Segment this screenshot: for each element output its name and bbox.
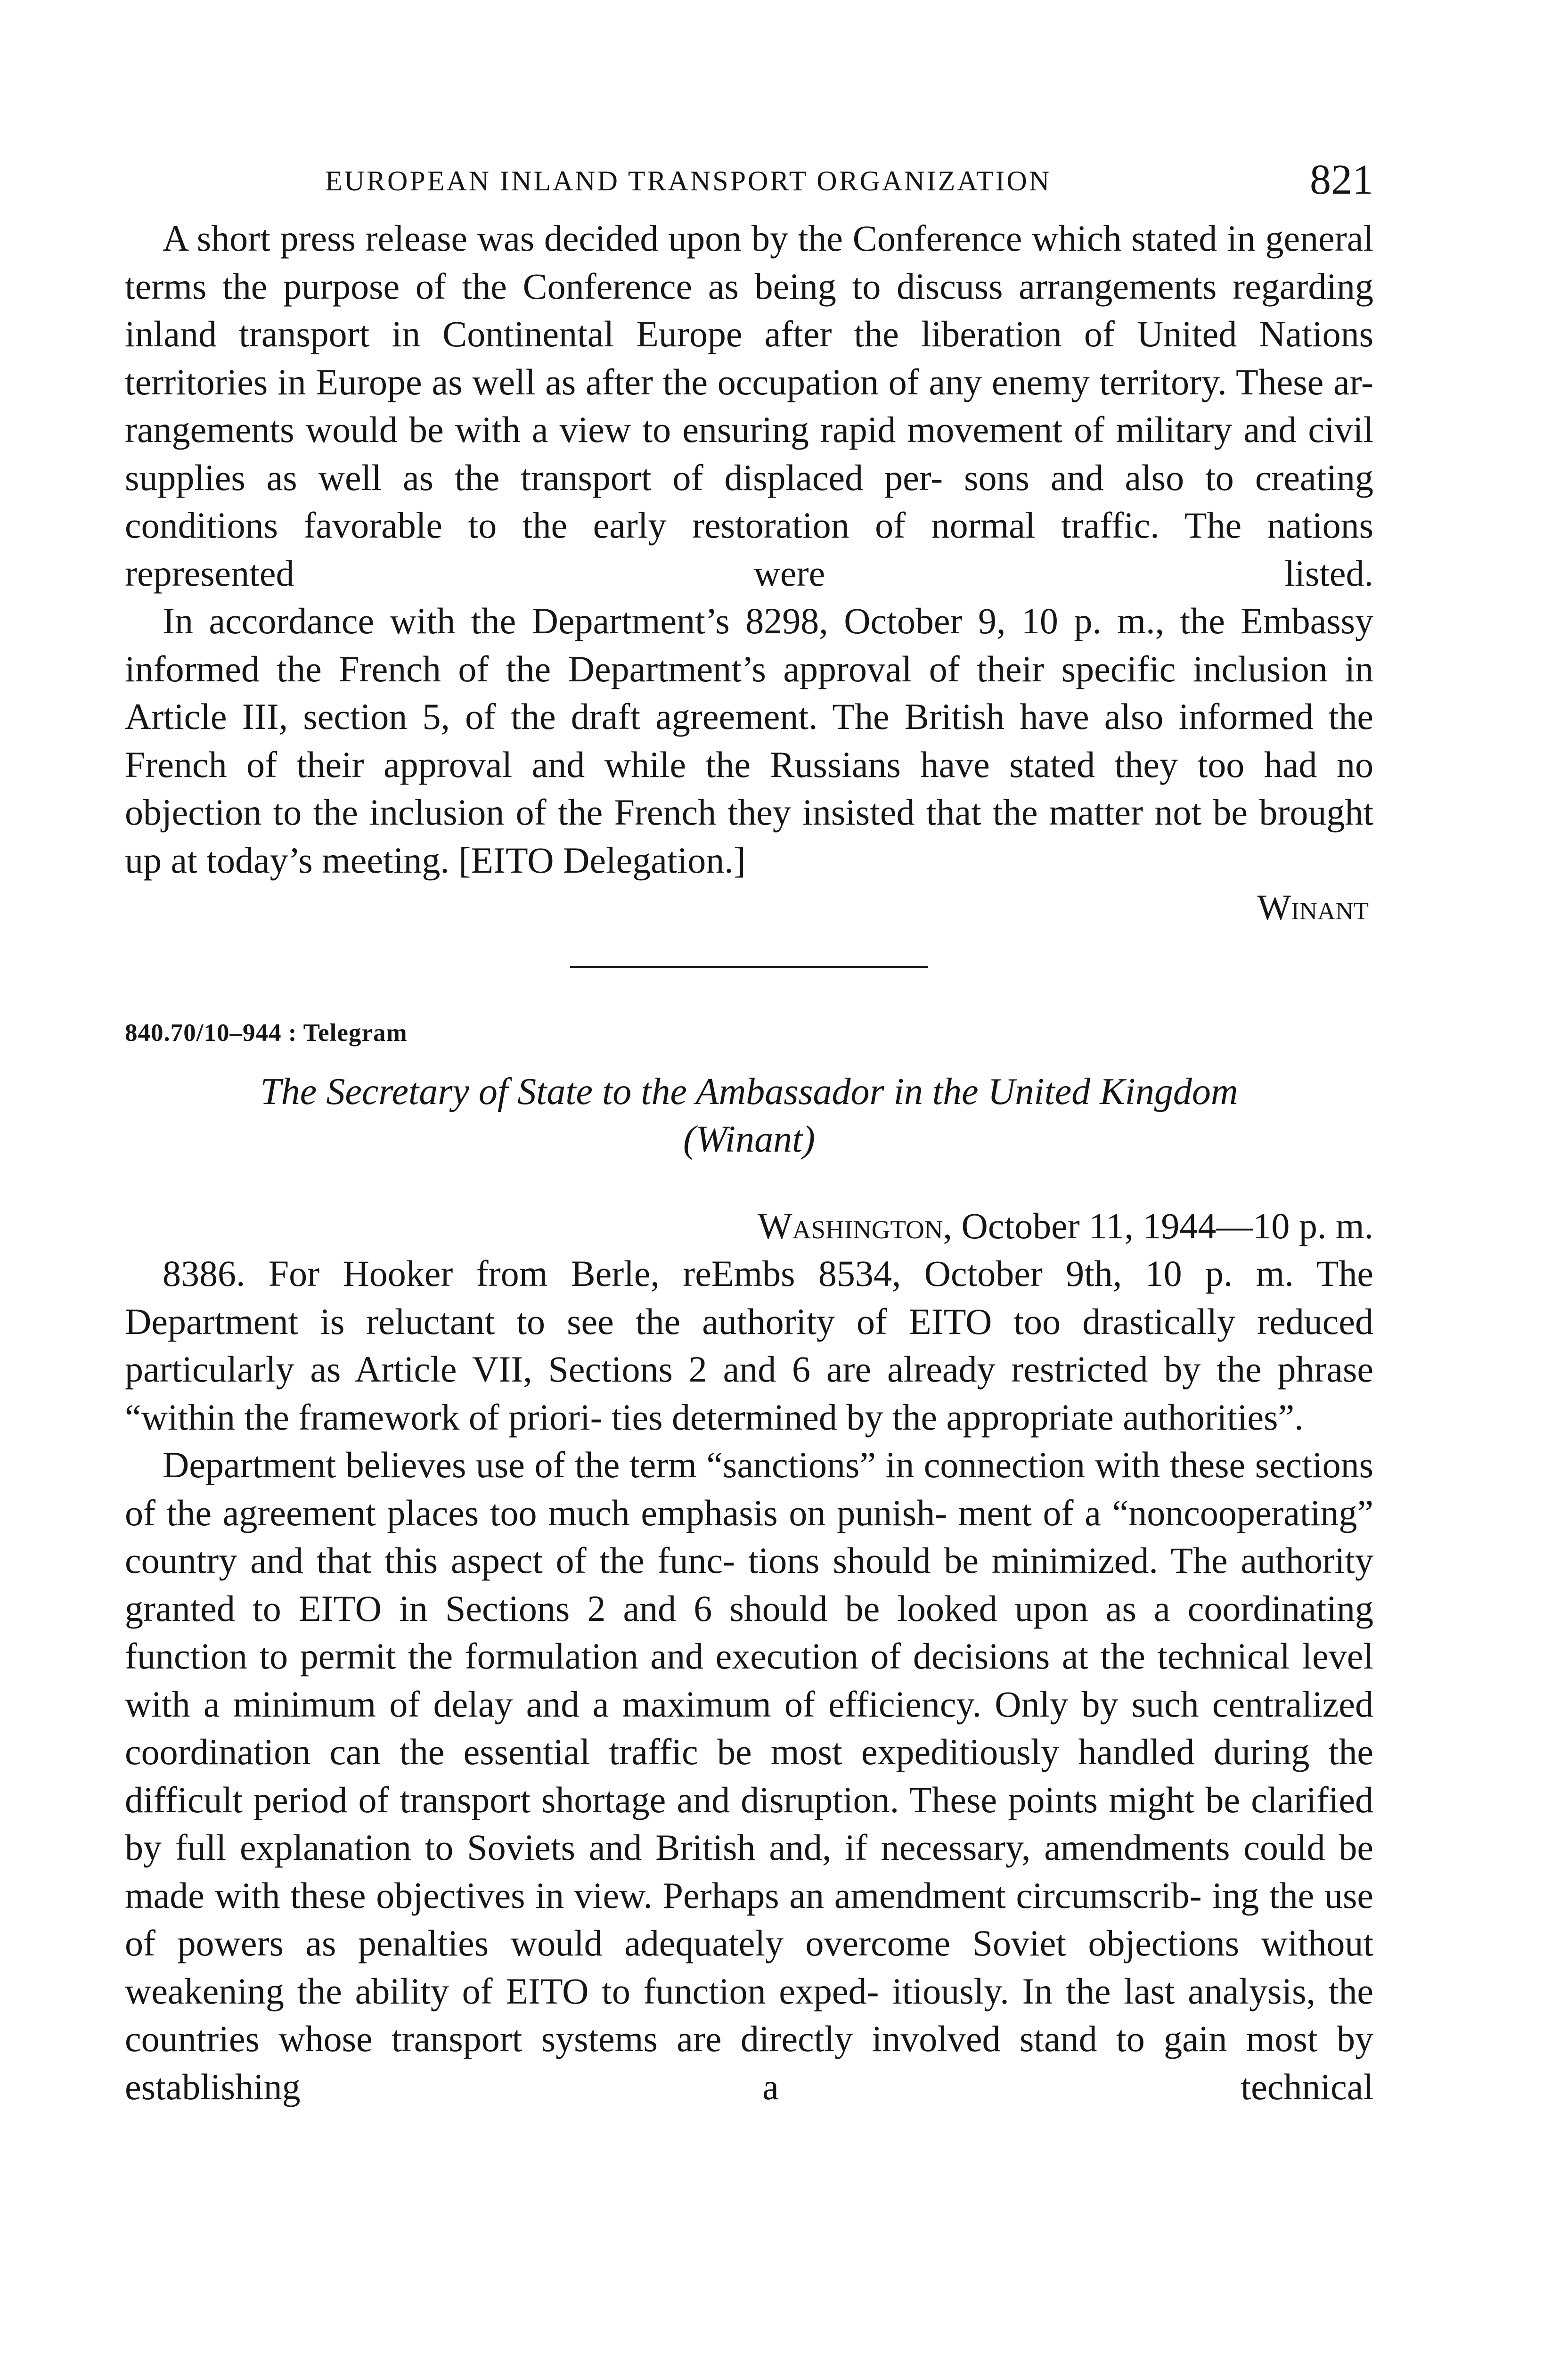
text-line: of normal traffic. The nations represented were listed. (125, 505, 1373, 594)
text-line: are directly involved stand to gain most by establishing a technical (125, 2018, 1373, 2107)
text-line: ment of a “noncooperating” country and that this aspect of the func- (125, 1492, 1373, 1581)
dateline-place: Washington (758, 1205, 943, 1246)
paragraph (125, 1250, 1373, 1441)
text-line: stated in general terms the purpose of the Conference as being to (125, 218, 1374, 307)
text-line: A short press release was decided upon by the Conference which (163, 218, 1122, 259)
text-line: 8386. For Hooker from Berle, reEmbs 8534, October 9th, 10 p. m. (163, 1253, 1294, 1294)
text-line: Europe after the liberation of United Nations territories in Europe (125, 313, 1373, 402)
text-line: while the Russians have stated they too had no objection to the (125, 744, 1373, 833)
document-title-line: (Winant) (683, 1119, 815, 1160)
text-line: permit the formulation and execution of decisions at the technical (300, 1636, 1290, 1677)
text-line: inclusion of the French they insisted that the matter not be brought (369, 792, 1374, 833)
document-page (125, 155, 1373, 2111)
page-number: 821 (1310, 156, 1373, 203)
text-line: tions should be minimized. The authority granted to EITO in (125, 1540, 1374, 1629)
section-divider (570, 966, 928, 968)
text-line: The Department is reluctant to see the authority of EITO too (125, 1253, 1373, 1342)
text-line: itiously. In the last analysis, the countries whose transport systems (125, 1970, 1374, 2059)
paragraph (125, 1441, 1373, 2111)
text-line: as well as after the occupation of any enemy territory. These ar- (432, 361, 1373, 402)
file-number: 840.70/10–944 : Telegram (125, 1019, 408, 1047)
dateline (125, 1202, 1373, 1250)
text-line: and disruption. These points might be clarified by full explanation (125, 1779, 1374, 1868)
text-line: expeditiously handled during the difficult period of transport shortage (125, 1731, 1373, 1820)
paragraph (125, 597, 1373, 884)
text-line: sons and also to creating conditions favorable to the early restoration (125, 457, 1373, 546)
text-line: Department believes use of the term “sanctions” in connection with (163, 1444, 1160, 1485)
text-line: level with a minimum of delay and a maximum of efficiency. Only (125, 1636, 1374, 1725)
document-title (125, 1068, 1373, 1163)
text-line: The British have also informed the French of their approval and (125, 696, 1373, 785)
signature-row (125, 884, 1373, 932)
text-line: ties determined by the appropriate authorities”. (612, 1396, 1304, 1438)
telegram-body (125, 1250, 1373, 2111)
text-line: by such centralized coordination can the essential traffic be most (125, 1683, 1374, 1772)
text-line: Embassy informed the French of the Department’s approval of their (125, 600, 1374, 689)
text-line: are already restricted by the phrase “within the framework of priori- (125, 1349, 1374, 1438)
document-title-line: The Secretary of State to the Ambassador in the United Kingdom (260, 1071, 1238, 1113)
signature: Winant (1257, 888, 1369, 927)
paragraph (125, 214, 1373, 597)
running-head (125, 155, 1373, 214)
running-title: EUROPEAN INLAND TRANSPORT ORGANIZATION (325, 165, 1052, 196)
text-line: Sections 2 and 6 should be looked upon as a coordinating function to (125, 1587, 1374, 1677)
text-line: to Soviets and British and, if necessary, amendments could be made (125, 1827, 1373, 1916)
text-line: drastically reduced particularly as Article VII, Sections 2 and 6 (125, 1301, 1374, 1390)
continued-text (125, 214, 1373, 932)
text-line: specific inclusion in Article III, section 5, of the draft agreement. (125, 648, 1373, 737)
text-line: discuss arrangements regarding inland transport in Continental (125, 265, 1374, 354)
text-line: objections without weakening the ability of EITO to function exped- (125, 1922, 1373, 2012)
text-line: In accordance with the Department’s 8298, October 9, 10 p. m., the (163, 600, 1225, 641)
text-line: ing the use of powers as penalties would adequately overcome Soviet (125, 1874, 1374, 1963)
text-line: up at today’s meeting. [EITO Delegation.] (125, 839, 746, 881)
text-line: these sections of the agreement places too much emphasis on punish- (125, 1444, 1374, 1533)
text-line: rangements would be with a view to ensuring rapid movement of (125, 409, 1105, 450)
text-line: with these objectives in view. Perhaps an amendment circumscrib- (214, 1874, 1202, 1916)
text-line: military and civil supplies as well as the transport of displaced per- (125, 409, 1373, 498)
dateline-date: , October 11, 1944—10 p. m. (943, 1205, 1373, 1246)
